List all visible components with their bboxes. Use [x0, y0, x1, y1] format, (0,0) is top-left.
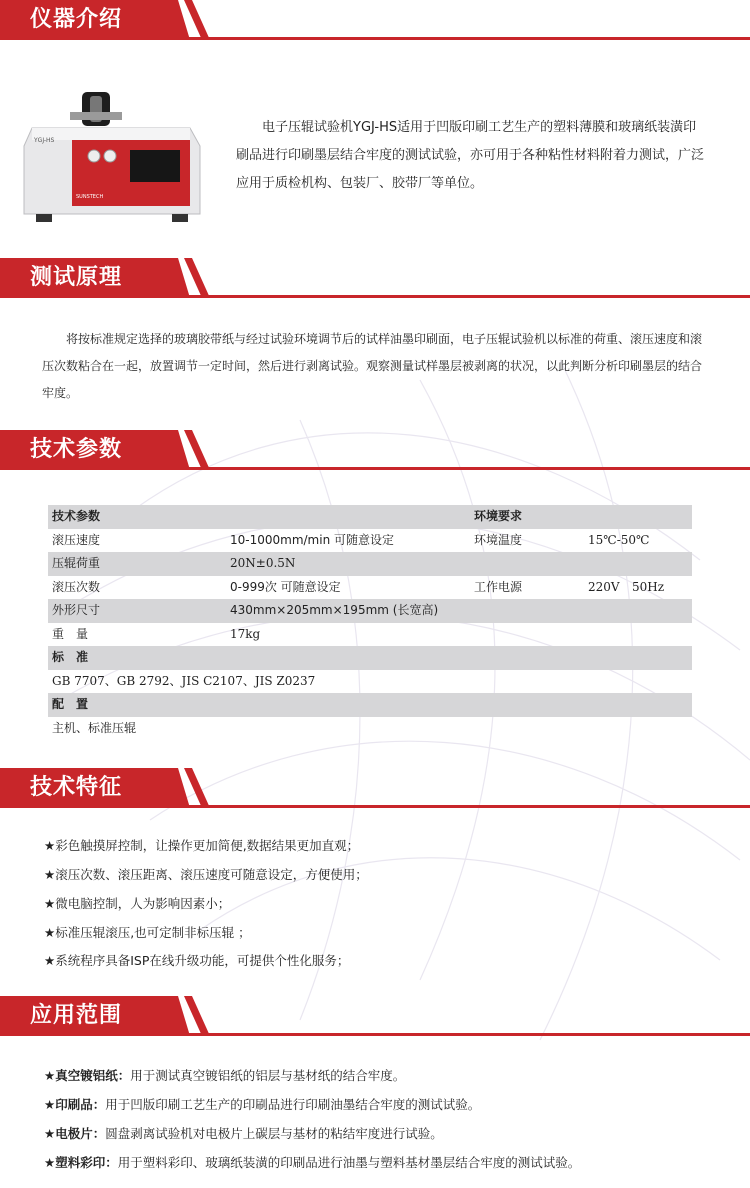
feature-item: ★微电脑控制，人为影响因素小；: [44, 896, 231, 911]
params-row: [48, 623, 692, 647]
params-row: [48, 529, 692, 553]
application-text: 圆盘剥离试验机对电极片上碳层与基材的粘结牢度进行试验。: [105, 1126, 443, 1141]
section-header-applications: [0, 996, 750, 1036]
machine-brand-text: SUNSTECH: [76, 194, 104, 200]
standard-header-row: [48, 646, 692, 670]
section-title: 技术参数: [30, 437, 123, 462]
section-header-params: [0, 430, 750, 470]
machine-model-text: YGJ-HS: [34, 137, 55, 144]
param-label: 外形尺寸: [52, 603, 101, 617]
standard-row: [48, 670, 692, 694]
application-text: 用于塑料彩印、玻璃纸装潢的印刷品进行油墨与塑料基材墨层结合牢度的测试试验。: [117, 1155, 581, 1170]
application-title: ★真空镀铝纸：: [44, 1068, 131, 1083]
env-value: 15℃-50℃: [588, 532, 650, 547]
config-label: 配 置: [52, 697, 89, 711]
params-table: [48, 505, 692, 740]
product-image: [14, 86, 212, 232]
env-value: 220V: [588, 579, 620, 594]
feature-item: ★系统程序具备ISP在线升级功能，可提供个性化服务；: [44, 953, 350, 968]
param-label: 重 量: [52, 626, 89, 641]
feature-item: ★标准压辊滚压,也可定制非标压辊 ；: [44, 925, 251, 940]
section-title: 应用范围: [30, 1003, 123, 1028]
config-header-row: [48, 693, 692, 717]
params-header-right: 环境要求: [474, 509, 523, 523]
section-header-features: [0, 768, 750, 808]
env-value-2: 50Hz: [632, 579, 665, 594]
params-row: [48, 576, 692, 600]
section-title: 测试原理: [30, 265, 123, 290]
intro-paragraph: 电子压辊试验机YGJ-HS适用于凹版印刷工艺生产的塑料薄膜和玻璃纸装潢印刷品进行印刷墨层结合牢度的测试试验，亦可用于各种粘性材料附着力测试，广泛应用于质检机构、包装厂、胶带厂等单位。: [236, 120, 705, 191]
params-header-row: [48, 505, 692, 529]
section-header-principle: [0, 258, 750, 298]
params-row: [48, 552, 692, 576]
application-text: 用于凹版印刷工艺生产的印刷品进行印刷油墨结合牢度的测试试验。: [105, 1097, 481, 1112]
application-title: ★塑料彩印：: [44, 1155, 118, 1170]
application-item: [44, 1095, 480, 1113]
config-row: [48, 717, 692, 741]
feature-item: ★彩色触摸屏控制，让操作更加简便,数据结果更加直观；: [44, 838, 360, 853]
param-label: 压辊荷重: [52, 556, 101, 570]
param-value: 0-999次 可随意设定: [230, 579, 341, 594]
param-value: 10-1000mm/min 可随意设定: [230, 532, 395, 547]
application-item: [44, 1153, 580, 1171]
param-value: 430mm×205mm×195mm (长宽高): [230, 603, 439, 617]
param-value: 20N±0.5N: [230, 556, 296, 570]
application-item: [44, 1066, 405, 1084]
param-value: 17kg: [230, 626, 261, 641]
standard-value: GB 7707、GB 2792、JIS C2107、JIS Z0237: [52, 673, 316, 688]
application-item: [44, 1124, 443, 1142]
section-header-intro: [0, 0, 750, 40]
application-title: ★印刷品：: [44, 1097, 106, 1112]
application-title: ★电极片：: [44, 1126, 106, 1141]
env-label: 环境温度: [474, 532, 523, 547]
env-label: 工作电源: [474, 579, 523, 594]
param-label: 滚压次数: [52, 579, 101, 594]
principle-paragraph: 将按标准规定选择的玻璃胶带纸与经过试验环境调节后的试样油墨印刷面，电子压辊试验机以标准的荷重、滚压速度和滚压次数粘合在一起，放置调节一定时间，然后进行剥离试验。观察测量试样墨层被剥离的状况，以此判断分析印刷墨层的结合牢度。: [42, 332, 703, 400]
config-value: 主机、标准压辊: [52, 720, 137, 735]
feature-item: ★滚压次数、滚压距离、滚压速度可随意设定，方便使用；: [44, 867, 368, 882]
application-text: 用于测试真空镀铝纸的铝层与基材纸的结合牢度。: [130, 1068, 406, 1083]
params-row: [48, 599, 692, 623]
section-title: 仪器介绍: [30, 7, 123, 32]
section-title: 技术特征: [30, 775, 123, 800]
param-label: 滚压速度: [52, 532, 101, 547]
params-header-left: 技术参数: [52, 509, 101, 523]
standard-label: 标 准: [52, 650, 89, 664]
